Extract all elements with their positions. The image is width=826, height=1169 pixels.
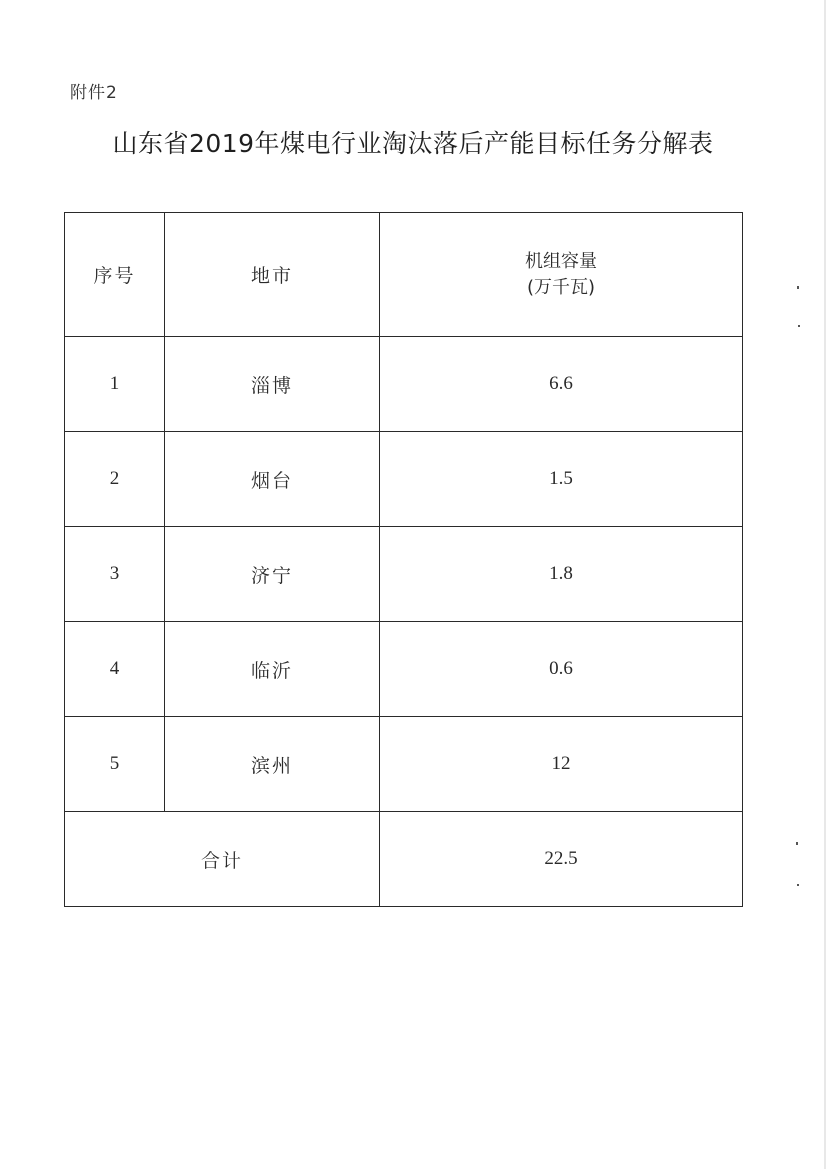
row-seq: 5 <box>65 717 165 812</box>
row-capacity: 1.8 <box>380 527 743 622</box>
attachment-label: 附件2 <box>70 83 118 103</box>
row-capacity: 1.5 <box>380 432 743 527</box>
scan-speck <box>796 842 798 845</box>
table-row <box>65 337 743 432</box>
capacity-task-table <box>64 212 743 907</box>
document-title: 山东省2019年煤电行业淘汰落后产能目标任务分解表 <box>112 129 714 158</box>
row-seq: 2 <box>65 432 165 527</box>
row-seq: 3 <box>65 527 165 622</box>
scan-speck <box>798 325 800 327</box>
table-row <box>65 527 743 622</box>
scan-speck <box>797 286 799 289</box>
table-row <box>65 622 743 717</box>
table-row <box>65 432 743 527</box>
row-city: 济宁 <box>165 527 380 622</box>
header-capacity-unit: (万千瓦) <box>526 276 596 298</box>
table-header-row <box>65 213 743 337</box>
table-row <box>65 717 743 812</box>
table-total-row <box>65 812 743 907</box>
total-label: 合计 <box>65 812 380 907</box>
row-city: 临沂 <box>165 622 380 717</box>
total-capacity: 22.5 <box>380 812 743 907</box>
row-city: 滨州 <box>165 717 380 812</box>
header-capacity-title: 机组容量 <box>525 250 597 272</box>
row-seq: 1 <box>65 337 165 432</box>
header-seq: 序号 <box>65 213 165 337</box>
scan-speck <box>797 884 799 886</box>
header-city: 地市 <box>165 213 380 337</box>
row-capacity: 6.6 <box>380 337 743 432</box>
row-capacity: 12 <box>380 717 743 812</box>
row-capacity: 0.6 <box>380 622 743 717</box>
row-city: 淄博 <box>165 337 380 432</box>
header-capacity <box>380 213 743 337</box>
row-city: 烟台 <box>165 432 380 527</box>
row-seq: 4 <box>65 622 165 717</box>
